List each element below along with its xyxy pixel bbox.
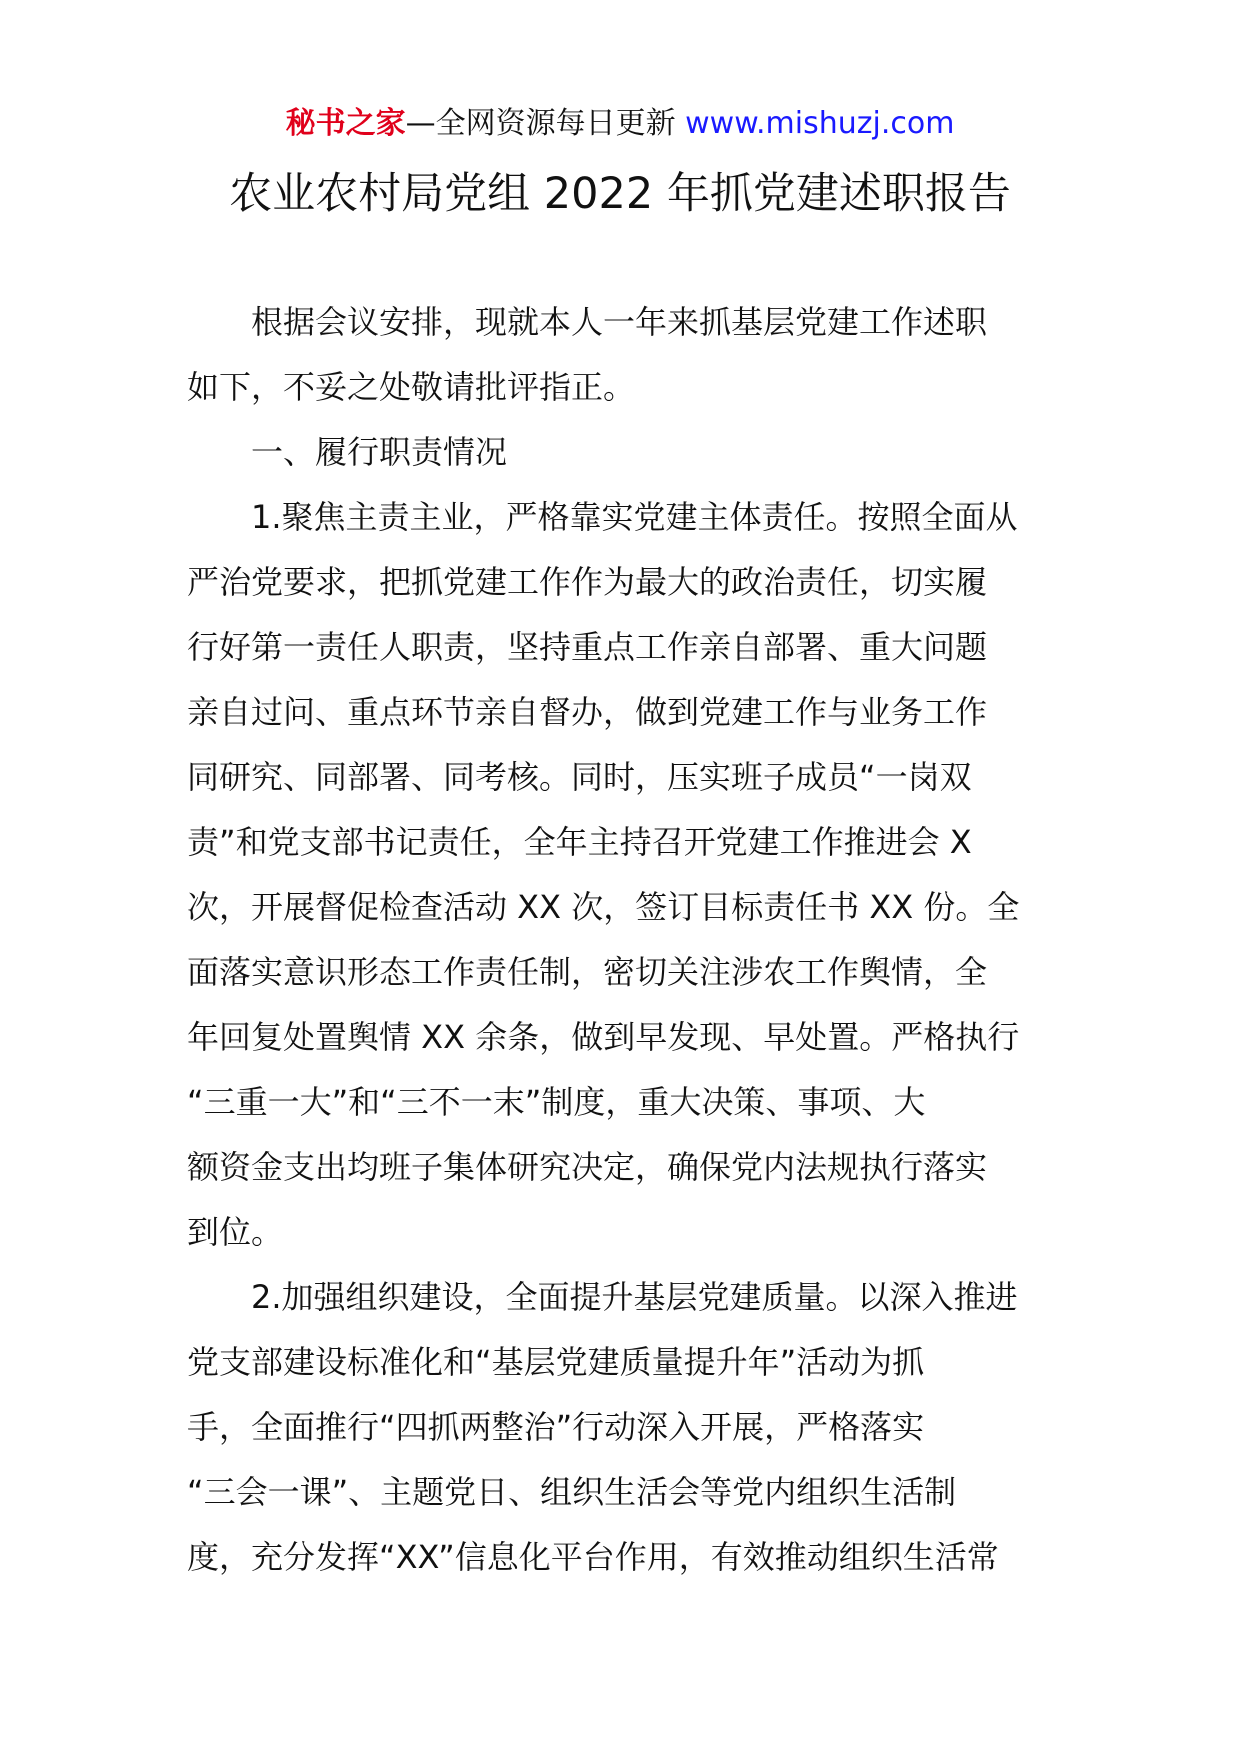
body-line: 面落实意识形态工作责任制，密切关注涉农工作舆情，全 — [187, 953, 988, 991]
body-line: 到位。 — [187, 1213, 284, 1251]
site-url-link[interactable]: www.mishuzj.com — [685, 106, 955, 141]
body-line: “三重一大”和“三不一末”制度，重大决策、事项、大 — [187, 1083, 926, 1121]
header-tagline: —全网资源每日更新 — [405, 106, 676, 141]
body-line: 严治党要求，把抓党建工作作为最大的政治责任，切实履 — [187, 563, 988, 601]
body-line: “三会一课”、主题党日、组织生活会等党内组织生活制 — [187, 1473, 957, 1511]
body-line: 度，充分发挥“XX”信息化平台作用，有效推动组织生活常 — [187, 1538, 999, 1576]
section-heading: 一、履行职责情况 — [187, 433, 508, 471]
body-line: 2.加强组织建设，全面提升基层党建质量。以深入推进 — [187, 1278, 1018, 1316]
body-line: 手，全面推行“四抓两整治”行动深入开展，严格落实 — [187, 1408, 925, 1446]
body-line: 行好第一责任人职责，坚持重点工作亲自部署、重大问题 — [187, 628, 988, 666]
site-header — [0, 102, 1240, 146]
body-line: 同研究、同部署、同考核。同时，压实班子成员“一岗双 — [187, 758, 972, 796]
body-line: 党支部建设标准化和“基层党建质量提升年”活动为抓 — [187, 1343, 925, 1381]
document-body — [187, 290, 1055, 1590]
body-line: 1.聚焦主责主业，严格靠实党建主体责任。按照全面从 — [187, 498, 1018, 536]
brand-name: 秘书之家 — [285, 106, 406, 141]
body-line: 如下，不妥之处敬请批评指正。 — [187, 368, 636, 406]
body-line: 次，开展督促检查活动 XX 次，签订目标责任书 XX 份。全 — [187, 888, 1020, 926]
body-line: 亲自过问、重点环节亲自督办，做到党建工作与业务工作 — [187, 693, 988, 731]
body-line: 额资金支出均班子集体研究决定，确保党内法规执行落实 — [187, 1148, 988, 1186]
body-line: 责”和党支部书记责任，全年主持召开党建工作推进会 X — [187, 823, 972, 861]
body-line: 年回复处置舆情 XX 余条，做到早发现、早处置。严格执行 — [187, 1018, 1020, 1056]
body-line: 根据会议安排，现就本人一年来抓基层党建工作述职 — [187, 303, 988, 341]
document-title: 农业农村局党组 2022 年抓党建述职报告 — [229, 169, 1011, 219]
